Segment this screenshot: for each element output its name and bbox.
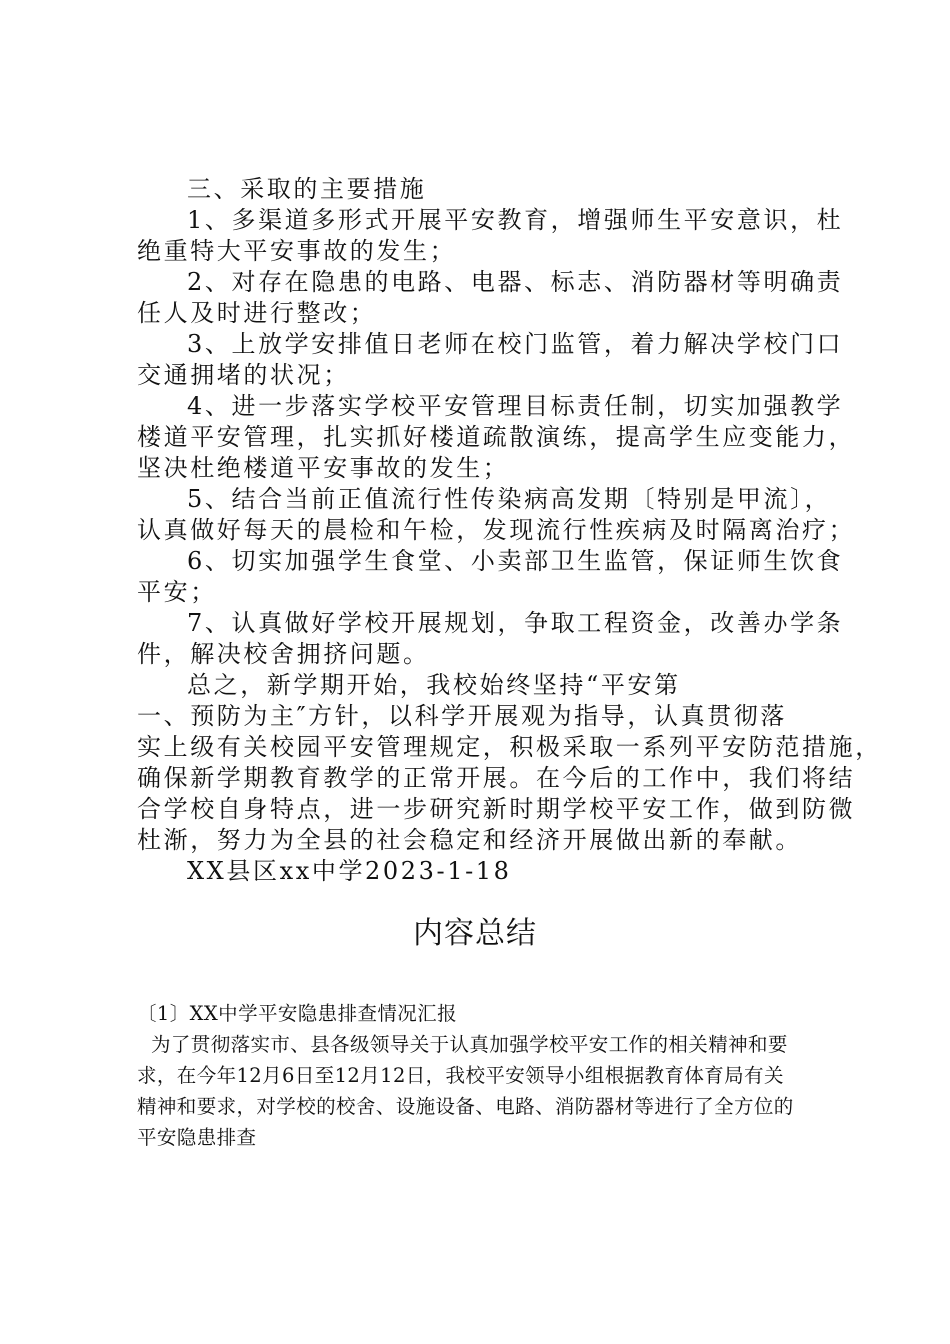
paragraph-line: 一、预防为主″方针，以科学开展观为指导，认真贯彻落: [137, 702, 787, 730]
summary-line: 平安隐患排查: [137, 1126, 257, 1149]
summary-line: 精神和要求，对学校的校舍、设施设备、电路、消防器材等进行了全方位的: [137, 1095, 794, 1118]
summary-section: [137, 998, 837, 1153]
paragraph-line: 总之，新学期开始，我校始终坚持“平安第: [187, 671, 681, 699]
summary-line: 求，在今年12月6日至12月12日，我校平安领导小组根据教育体育局有关: [137, 1064, 784, 1087]
paragraph-line: 实上级有关校园平安管理规定，积极采取一系列平安防范措施，: [137, 733, 882, 761]
measures-section: [137, 174, 882, 887]
paragraph-line: 楼道平安管理，扎实抓好楼道疏散演练，提高学生应变能力，: [137, 423, 856, 451]
paragraph-line: 4、进一步落实学校平安管理目标责任制，切实加强教学: [187, 392, 844, 420]
summary-line: 为了贯彻落实市、县各级领导关于认真加强学校平安工作的相关精神和要: [151, 1033, 788, 1056]
paragraph-line: 2、对存在隐患的电路、电器、标志、消防器材等明确责: [187, 268, 844, 296]
paragraph-line: 认真做好每天的晨检和午检，发现流行性疾病及时隔离治疗；: [137, 516, 856, 544]
paragraph-line: 7、认真做好学校开展规划，争取工程资金，改善办学条: [187, 609, 844, 637]
paragraph-line: 合学校自身特点，进一步研究新时期学校平安工作，做到防微: [137, 795, 856, 823]
paragraph-line: 交通拥堵的状况；: [137, 361, 350, 389]
paragraph-line: 确保新学期教育教学的正常开展。在今后的工作中，我们将结: [137, 764, 856, 792]
paragraph-line: 3、上放学安排值日老师在校门监管，着力解决学校门口: [187, 330, 844, 358]
paragraph-line: 6、切实加强学生食堂、小卖部卫生监管，保证师生饮食: [187, 547, 844, 575]
paragraph-line: 平安；: [137, 578, 217, 606]
signature-date-line: XX县区xx中学2023-1-18: [187, 857, 512, 885]
paragraph-line: 杜渐，努力为全县的社会稳定和经济开展做出新的奉献。: [137, 826, 802, 854]
paragraph-line: 任人及时进行整改；: [137, 299, 377, 327]
paragraph-line: 坚决杜绝楼道平安事故的发生；: [137, 454, 510, 482]
paragraph-line: 件，解决校舍拥挤问题。: [137, 640, 430, 668]
summary-heading: 〔1〕XX中学平安隐患排查情况汇报: [137, 1002, 457, 1025]
paragraph-line: 5、结合当前正值流行性传染病高发期〔特别是甲流〕，: [187, 485, 832, 513]
section-heading: 三、采取的主要措施: [187, 175, 427, 203]
summary-title: 内容总结: [413, 916, 537, 951]
paragraph-line: 绝重特大平安事故的发生；: [137, 237, 457, 265]
paragraph-line: 1、多渠道多形式开展平安教育，增强师生平安意识，杜: [187, 206, 844, 234]
